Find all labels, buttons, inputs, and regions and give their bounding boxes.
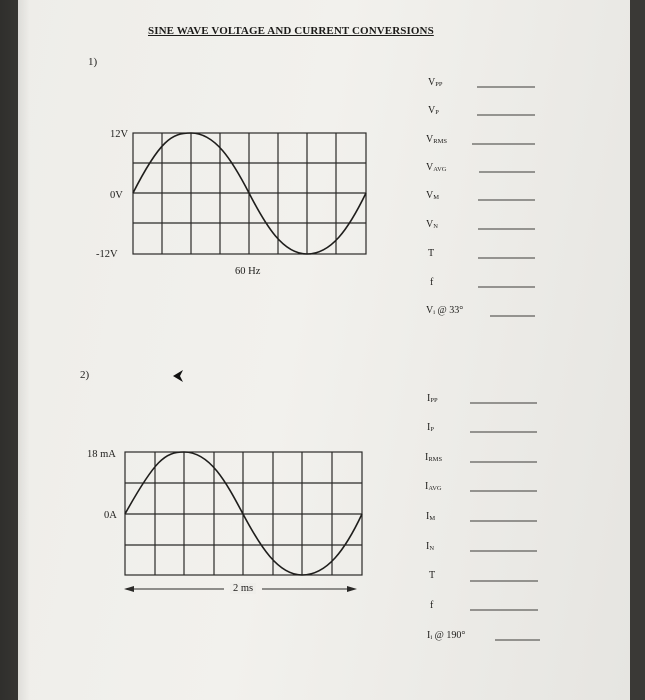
problem1-answer-label: $V_i$ @ 33° <box>426 305 464 316</box>
problem1-answer-label: $V_{PP}$ <box>428 77 443 88</box>
graph1-y-mid-label: 0V <box>110 190 123 201</box>
worksheet-title: SINE WAVE VOLTAGE AND CURRENT CONVERSIONS <box>148 25 434 37</box>
problem1-answer-label: $V_{AVG}$ <box>426 162 447 173</box>
problem2-answer-label: $I_{RMS}$ <box>425 452 443 463</box>
problem2-answer-label: $I_M$ <box>426 511 436 522</box>
graph1-y-top-label: 12V <box>110 129 129 140</box>
problem2-answer-label: $I_i$ @ 190° <box>427 630 466 641</box>
problem2-answer-label: $I_P$ <box>427 422 434 433</box>
problem-2-number: 2) <box>80 369 90 381</box>
problem2-answer-label: $I_{PP}$ <box>427 393 438 404</box>
graph2-period-label: 2 ms <box>230 583 256 594</box>
problem-1-number: 1) <box>88 56 98 68</box>
problem1-answer-label: $V_P$ <box>428 105 439 116</box>
graph2-y-mid-label: 0A <box>104 510 117 521</box>
problem1-answer-label: $V_N$ <box>426 219 438 230</box>
graph2-y-top-label: 18 mA <box>87 449 116 460</box>
arrow-cursor-icon <box>171 368 187 384</box>
problem2-answer-label: f <box>430 600 434 611</box>
problem2-answer-label: $I_{AVG}$ <box>425 481 442 492</box>
graph1-frequency-label: 60 Hz <box>235 266 261 277</box>
problem2-answer-label: T <box>429 570 436 581</box>
graph1-y-bottom-label: -12V <box>96 249 118 260</box>
problem1-answer-label: $V_M$ <box>426 190 440 201</box>
problem1-answer-label: f <box>430 277 434 288</box>
problem1-answer-label: $V_{RMS}$ <box>426 134 447 145</box>
problem1-answer-label: T <box>428 248 435 259</box>
problem2-answer-label: $I_N$ <box>426 541 435 552</box>
